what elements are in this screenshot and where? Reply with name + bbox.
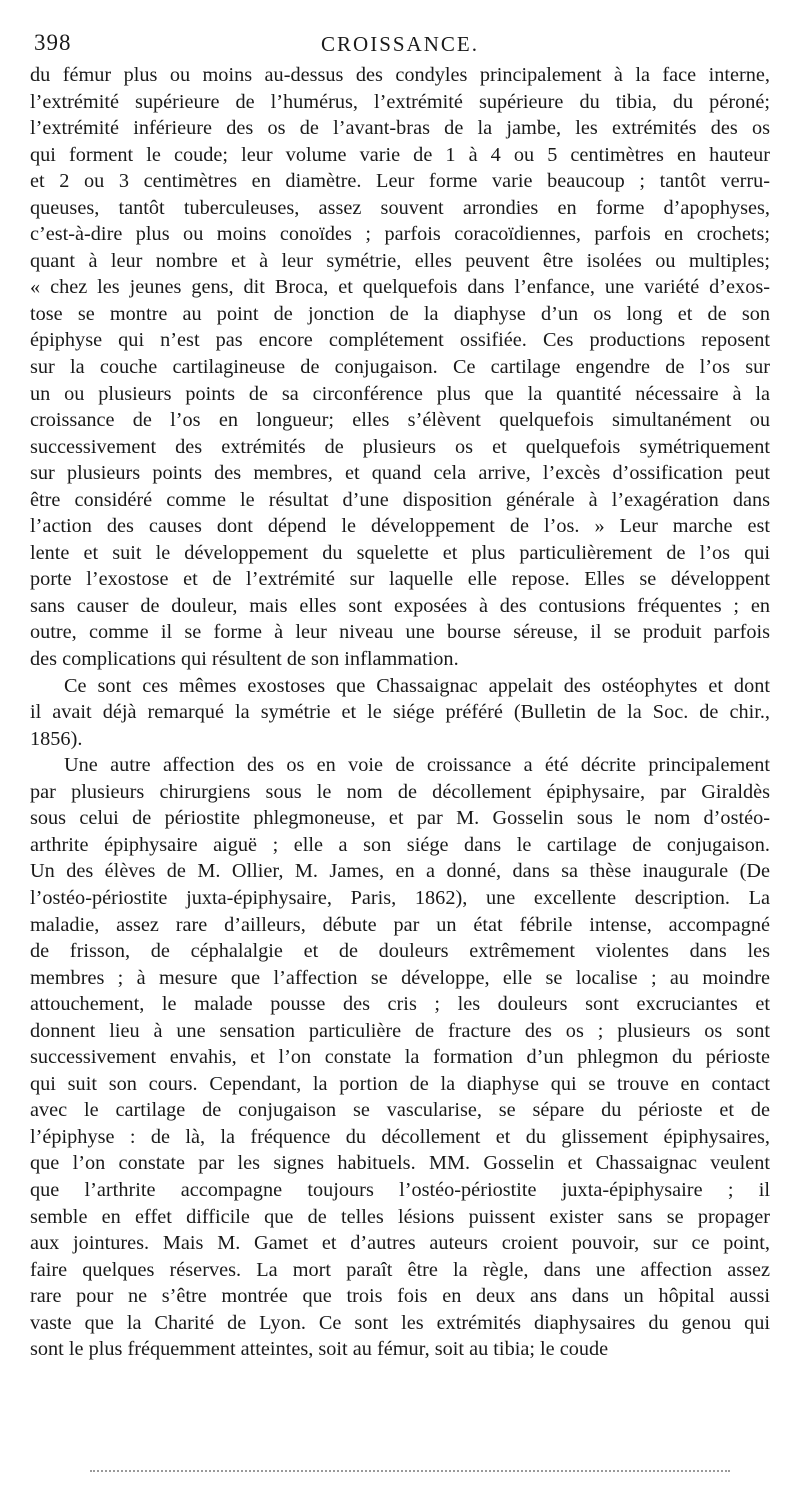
text-line: Ce sont ces mêmes exostoses que Chassaignac appelait des ostéophytes et dont — [64, 674, 770, 697]
page-header — [34, 30, 766, 60]
text-line: faire quelques réserves. La mort paraît être la règle, dans une affection assez — [30, 1258, 770, 1281]
text-line: croissance de l’os en longueur; elles s’élèvent quelquefois simultanément ou — [30, 409, 770, 432]
text-line: par plusieurs chirurgiens sous le nom de décollement épiphysaire, par Giraldès — [30, 780, 770, 803]
text-line: Une autre affection des os en voie de croissance a été décrite principalement — [64, 754, 770, 777]
text-line: de frisson, de céphalalgie et de douleurs extrêmement violentes dans les — [30, 940, 770, 963]
text-line: vaste que la Charité de Lyon. Ce sont les extrémités diaphysaires du genou qui — [30, 1311, 770, 1334]
text-line: « chez les jeunes gens, dit Broca, et quelquefois dans l’enfance, une variété d’exos- — [30, 276, 770, 299]
text-line: rare pour ne s’être montrée que trois fois en deux ans dans un hôpital aussi — [30, 1285, 770, 1308]
text-line: maladie, assez rare d’ailleurs, débute par un état fébrile intense, accompagné — [30, 913, 770, 936]
paragraph — [30, 673, 770, 753]
text-line: il avait déjà remarqué la symétrie et le siége préféré (Bulletin de la Soc. de chir., — [30, 701, 770, 724]
text-line: l’ostéo-périostite juxta-épiphysaire, Paris, 1862), une excellente description. La — [30, 886, 770, 909]
text-line: successivement envahis, et l’on constate la formation d’un phlegmon du périoste — [30, 1046, 770, 1069]
text-line: successivement des extrémités de plusieurs os et quelquefois symétriquement — [30, 435, 770, 458]
text-line: épiphyse qui n’est pas encore complétement ossifiée. Ces productions reposent — [30, 329, 770, 352]
text-line: l’extrémité inférieure des os de l’avant-bras de la jambe, les extrémités des os — [30, 117, 770, 140]
text-line: queuses, tantôt tuberculeuses, assez souvent arrondies en forme d’apophyses, — [30, 196, 770, 219]
footer-dotted-rule — [90, 1470, 730, 1472]
text-line: et 2 ou 3 centimètres en diamètre. Leur forme varie beaucoup ; tantôt verru- — [30, 170, 770, 193]
text-line: l’extrémité supérieure de l’humérus, l’extrémité supérieure du tibia, du péroné; — [30, 90, 770, 113]
text-line: porte l’exostose et de l’extrémité sur laquelle elle repose. Elles se développent — [30, 568, 770, 591]
page-number: 398 — [34, 30, 72, 55]
text-line: outre, comme il se forme à leur niveau une bourse séreuse, il se produit parfois — [30, 621, 770, 644]
text-line: que l’on constate par les signes habituels. MM. Gosselin et Chassaignac veulent — [30, 1152, 770, 1175]
text-line: sous celui de périostite phlegmoneuse, et par M. Gosselin sous le nom d’ostéo- — [30, 807, 770, 830]
text-line: sur plusieurs points des membres, et quand cela arrive, l’excès d’ossification peut — [30, 462, 770, 485]
text-line: sur la couche cartilagineuse de conjugaison. Ce cartilage engendre de l’os sur — [30, 356, 770, 379]
text-line: sans causer de douleur, mais elles sont exposées à des contusions fréquentes ; en — [30, 594, 770, 617]
text-line: l’épiphyse : de là, la fréquence du décollement et du glissement épiphysaires, — [30, 1125, 770, 1148]
running-title: CROISSANCE. — [321, 32, 479, 56]
text-line: sont le plus fréquemment atteintes, soit au fémur, soit au tibia; le coude — [30, 1338, 609, 1361]
text-line: un ou plusieurs points de sa circonférence plus que la quantité nécessaire à la — [30, 382, 770, 405]
text-line: qui suit son cours. Cependant, la portion de la diaphyse qui se trouve en contact — [30, 1072, 770, 1095]
text-line: membres ; à mesure que l’affection se développe, elle se localise ; au moindre — [30, 966, 770, 989]
text-line: être considéré comme le résultat d’une disposition générale à l’exagération dans — [30, 488, 770, 511]
text-line: arthrite épiphysaire aiguë ; elle a son siége dans le cartilage de conjugaison. — [30, 833, 770, 856]
text-line: c’est-à-dire plus ou moins conoïdes ; parfois coracoïdiennes, parfois en crochets; — [30, 223, 770, 246]
text-line: que l’arthrite accompagne toujours l’ostéo-périostite juxta-épiphysaire ; il — [30, 1178, 770, 1201]
text-line: lente et suit le développement du squelette et plus particulièrement de l’os qui — [30, 541, 770, 564]
text-line: l’action des causes dont dépend le développement de l’os. » Leur marche est — [30, 515, 770, 538]
text-line: attouchement, le malade pousse des cris ; les douleurs sont excruciantes et — [30, 993, 770, 1016]
text-line: avec le cartilage de conjugaison se vascularise, se sépare du périoste et de — [30, 1099, 770, 1122]
text-line: aux jointures. Mais M. Gamet et d’autres auteurs croient pouvoir, sur ce point, — [30, 1232, 770, 1255]
text-line: Un des élèves de M. Ollier, M. James, en a donné, dans sa thèse inaugurale (De — [30, 860, 770, 883]
text-line: tose se montre au point de jonction de la diaphyse d’un os long et de son — [30, 302, 770, 325]
text-line: donnent lieu à une sensation particulière de fracture des os ; plusieurs os sont — [30, 1019, 770, 1042]
text-line: 1856). — [30, 727, 83, 750]
text-line: du fémur plus ou moins au-dessus des condyles principalement à la face interne, — [30, 64, 770, 86]
paragraph — [30, 752, 770, 1363]
text-line: des complications qui résultent de son inflammation. — [30, 648, 459, 671]
paragraph — [30, 62, 770, 673]
text-line: qui forment le coude; leur volume varie de 1 à 4 ou 5 centimètres en hauteur — [30, 143, 770, 166]
text-line: semble en effet difficile que de telles lésions puissent exister sans se propager — [30, 1205, 770, 1228]
text-line: quant à leur nombre et à leur symétrie, elles peuvent être isolées ou multiples; — [30, 249, 770, 272]
body-text — [30, 62, 770, 1363]
